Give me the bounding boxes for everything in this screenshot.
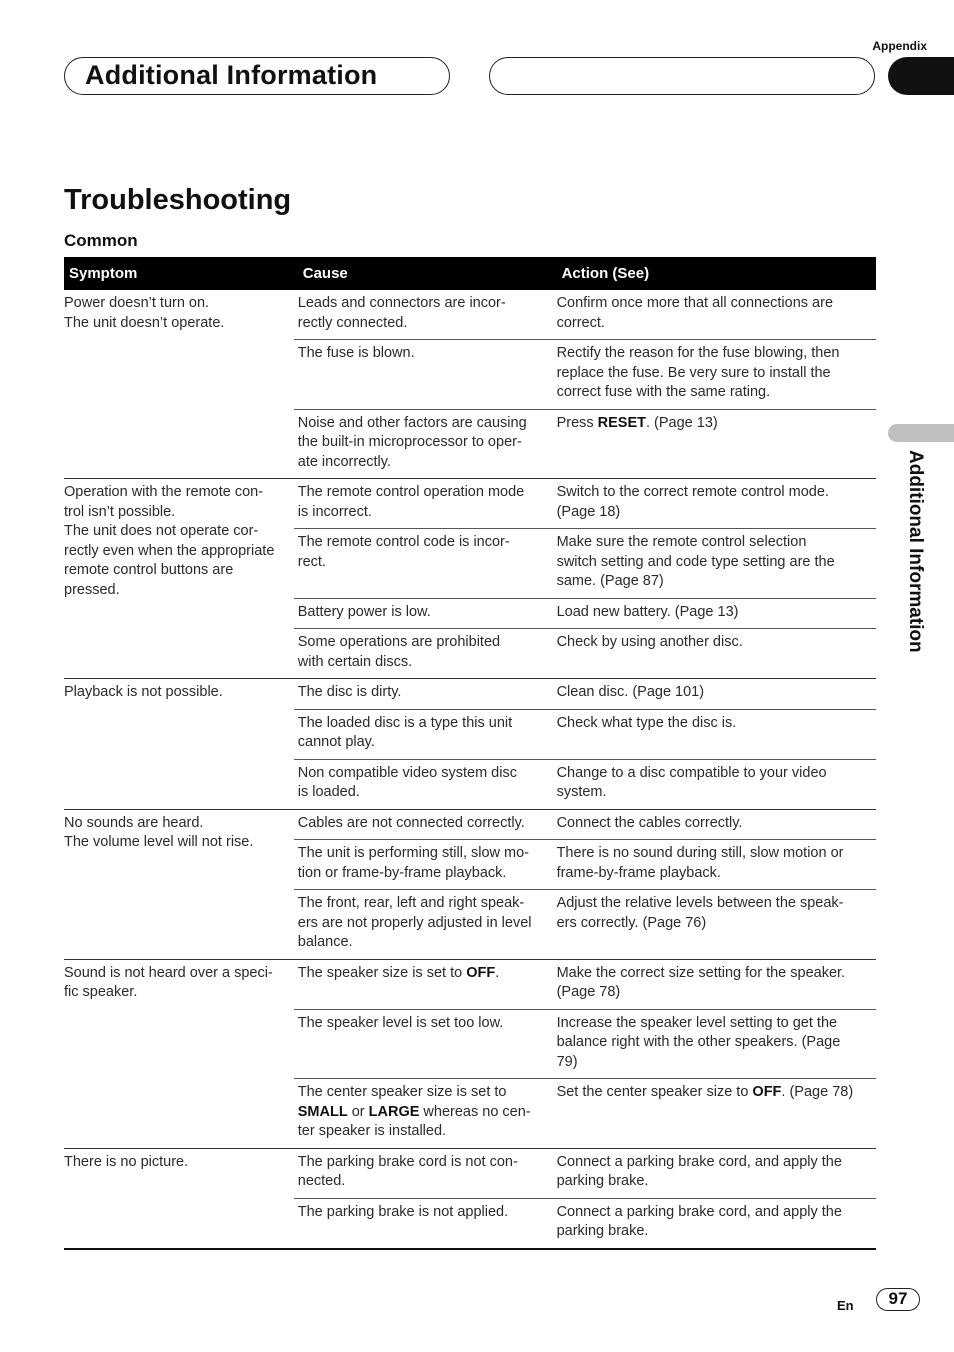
action-cell: Clean disc. (Page 101) [549,679,876,710]
text-part: . (Page 13) [646,414,718,431]
table-row [64,679,876,710]
header-action: Action (See) [549,257,876,290]
section-header-pill [64,57,450,95]
action-cell: Rectify the reason for the fuse blowing, then replace the fuse. Be very sure to install the correct fuse with the same rating. [549,340,876,410]
action-cell: Load new battery. (Page 13) [549,598,876,629]
text-part: Press [556,414,598,431]
troubleshooting-table [64,257,876,1250]
cause-cell: Noise and other factors are causing the built-in microprocessor to oper- ate incorrectly. [294,409,549,479]
cause-cell: The unit is performing still, slow mo- tion or frame-by-frame playback. [294,840,549,890]
cause-cell: The remote control operation mode is incorrect. [294,479,549,529]
text-part: Set the center speaker size to [556,1084,753,1100]
cause-cell: The disc is dirty. [294,679,549,710]
header-blank-pill [489,57,875,95]
action-cell: There is no sound during still, slow motion or frame-by-frame playback. [549,840,876,890]
cause-cell: Leads and connectors are incor- rectly connected. [294,290,549,340]
symptom-cell: There is no picture. [64,1148,294,1249]
side-tab-marker [888,424,954,442]
cause-cell [294,959,549,1009]
appendix-label: Appendix [872,39,927,53]
text-part: The speaker size is set to [297,964,467,981]
language-label: En [837,1298,854,1313]
cause-cell: The remote control code is incor- rect. [294,529,549,599]
keyword: OFF [466,964,496,981]
header-black-tab [888,57,954,95]
cause-cell: The fuse is blown. [294,340,549,410]
action-cell: Change to a disc compatible to your video system. [549,759,876,809]
page-title: Troubleshooting [64,184,292,216]
table-row [64,290,876,340]
symptom-cell: Operation with the remote con- trol isn’t possible. The unit does not operate cor- rectly even when the appropriate remote control buttons are pressed. [64,479,294,679]
action-cell: Adjust the relative levels between the speak- ers correctly. (Page 76) [549,890,876,960]
cause-cell: Cables are not connected correctly. [294,809,549,840]
action-cell: Connect a parking brake cord, and apply the parking brake. [549,1148,876,1198]
table-header-row [64,257,876,290]
table-row [64,1148,876,1198]
action-cell: Make sure the remote control selection switch setting and code type setting are the same. (Page 87) [549,529,876,599]
action-cell: Make the correct size setting for the speaker. (Page 78) [549,959,876,1009]
table-row [64,479,876,529]
action-cell: Switch to the correct remote control mode. (Page 18) [549,479,876,529]
subsection-title: Common [64,231,138,250]
cause-cell: The parking brake is not applied. [294,1198,549,1249]
text-part: . (Page 78) [781,1084,854,1100]
cause-cell: Battery power is low. [294,598,549,629]
symptom-cell: Playback is not possible. [64,679,294,810]
header-cause: Cause [294,257,549,290]
action-cell: Connect the cables correctly. [549,809,876,840]
action-cell: Check what type the disc is. [549,709,876,759]
action-cell [549,1079,876,1149]
cause-cell: The parking brake cord is not con- nected. [294,1148,549,1198]
cause-cell [294,1079,549,1149]
text-part: . [495,964,500,981]
side-tab-label: Additional Information [905,450,926,653]
cause-cell: The speaker level is set too low. [294,1009,549,1079]
cause-cell: The loaded disc is a type this unit cannot play. [294,709,549,759]
table-row [64,809,876,840]
keyword: SMALL [297,1103,348,1120]
keyword: LARGE [368,1103,420,1120]
cause-cell: Non compatible video system disc is loaded. [294,759,549,809]
action-cell: Connect a parking brake cord, and apply the parking brake. [549,1198,876,1249]
symptom-cell: Power doesn’t turn on. The unit doesn’t operate. [64,290,294,479]
keyword: OFF [752,1084,782,1100]
symptom-cell: No sounds are heard. The volume level will not rise. [64,809,294,959]
table-row [64,959,876,1009]
text-part: The center speaker size is set to [297,1084,507,1100]
text-part: whereas no cen- ter speaker is installed. [297,1103,531,1139]
cause-cell: The front, rear, left and right speak- ers are not properly adjusted in level balance. [294,890,549,960]
action-cell: Increase the speaker level setting to get the balance right with the other speakers. (Page 79) [549,1009,876,1079]
page-number: 97 [876,1288,920,1311]
header-symptom: Symptom [64,257,294,290]
action-cell: Check by using another disc. [549,629,876,679]
text-part: or [347,1103,369,1120]
action-cell: Confirm once more that all connections are correct. [549,290,876,340]
action-cell [549,409,876,479]
keyword: RESET [597,414,646,431]
table-body [64,290,876,1249]
section-header-title: Additional Information [85,60,378,90]
symptom-cell: Sound is not heard over a speci- fic speaker. [64,959,294,1148]
cause-cell: Some operations are prohibited with certain discs. [294,629,549,679]
